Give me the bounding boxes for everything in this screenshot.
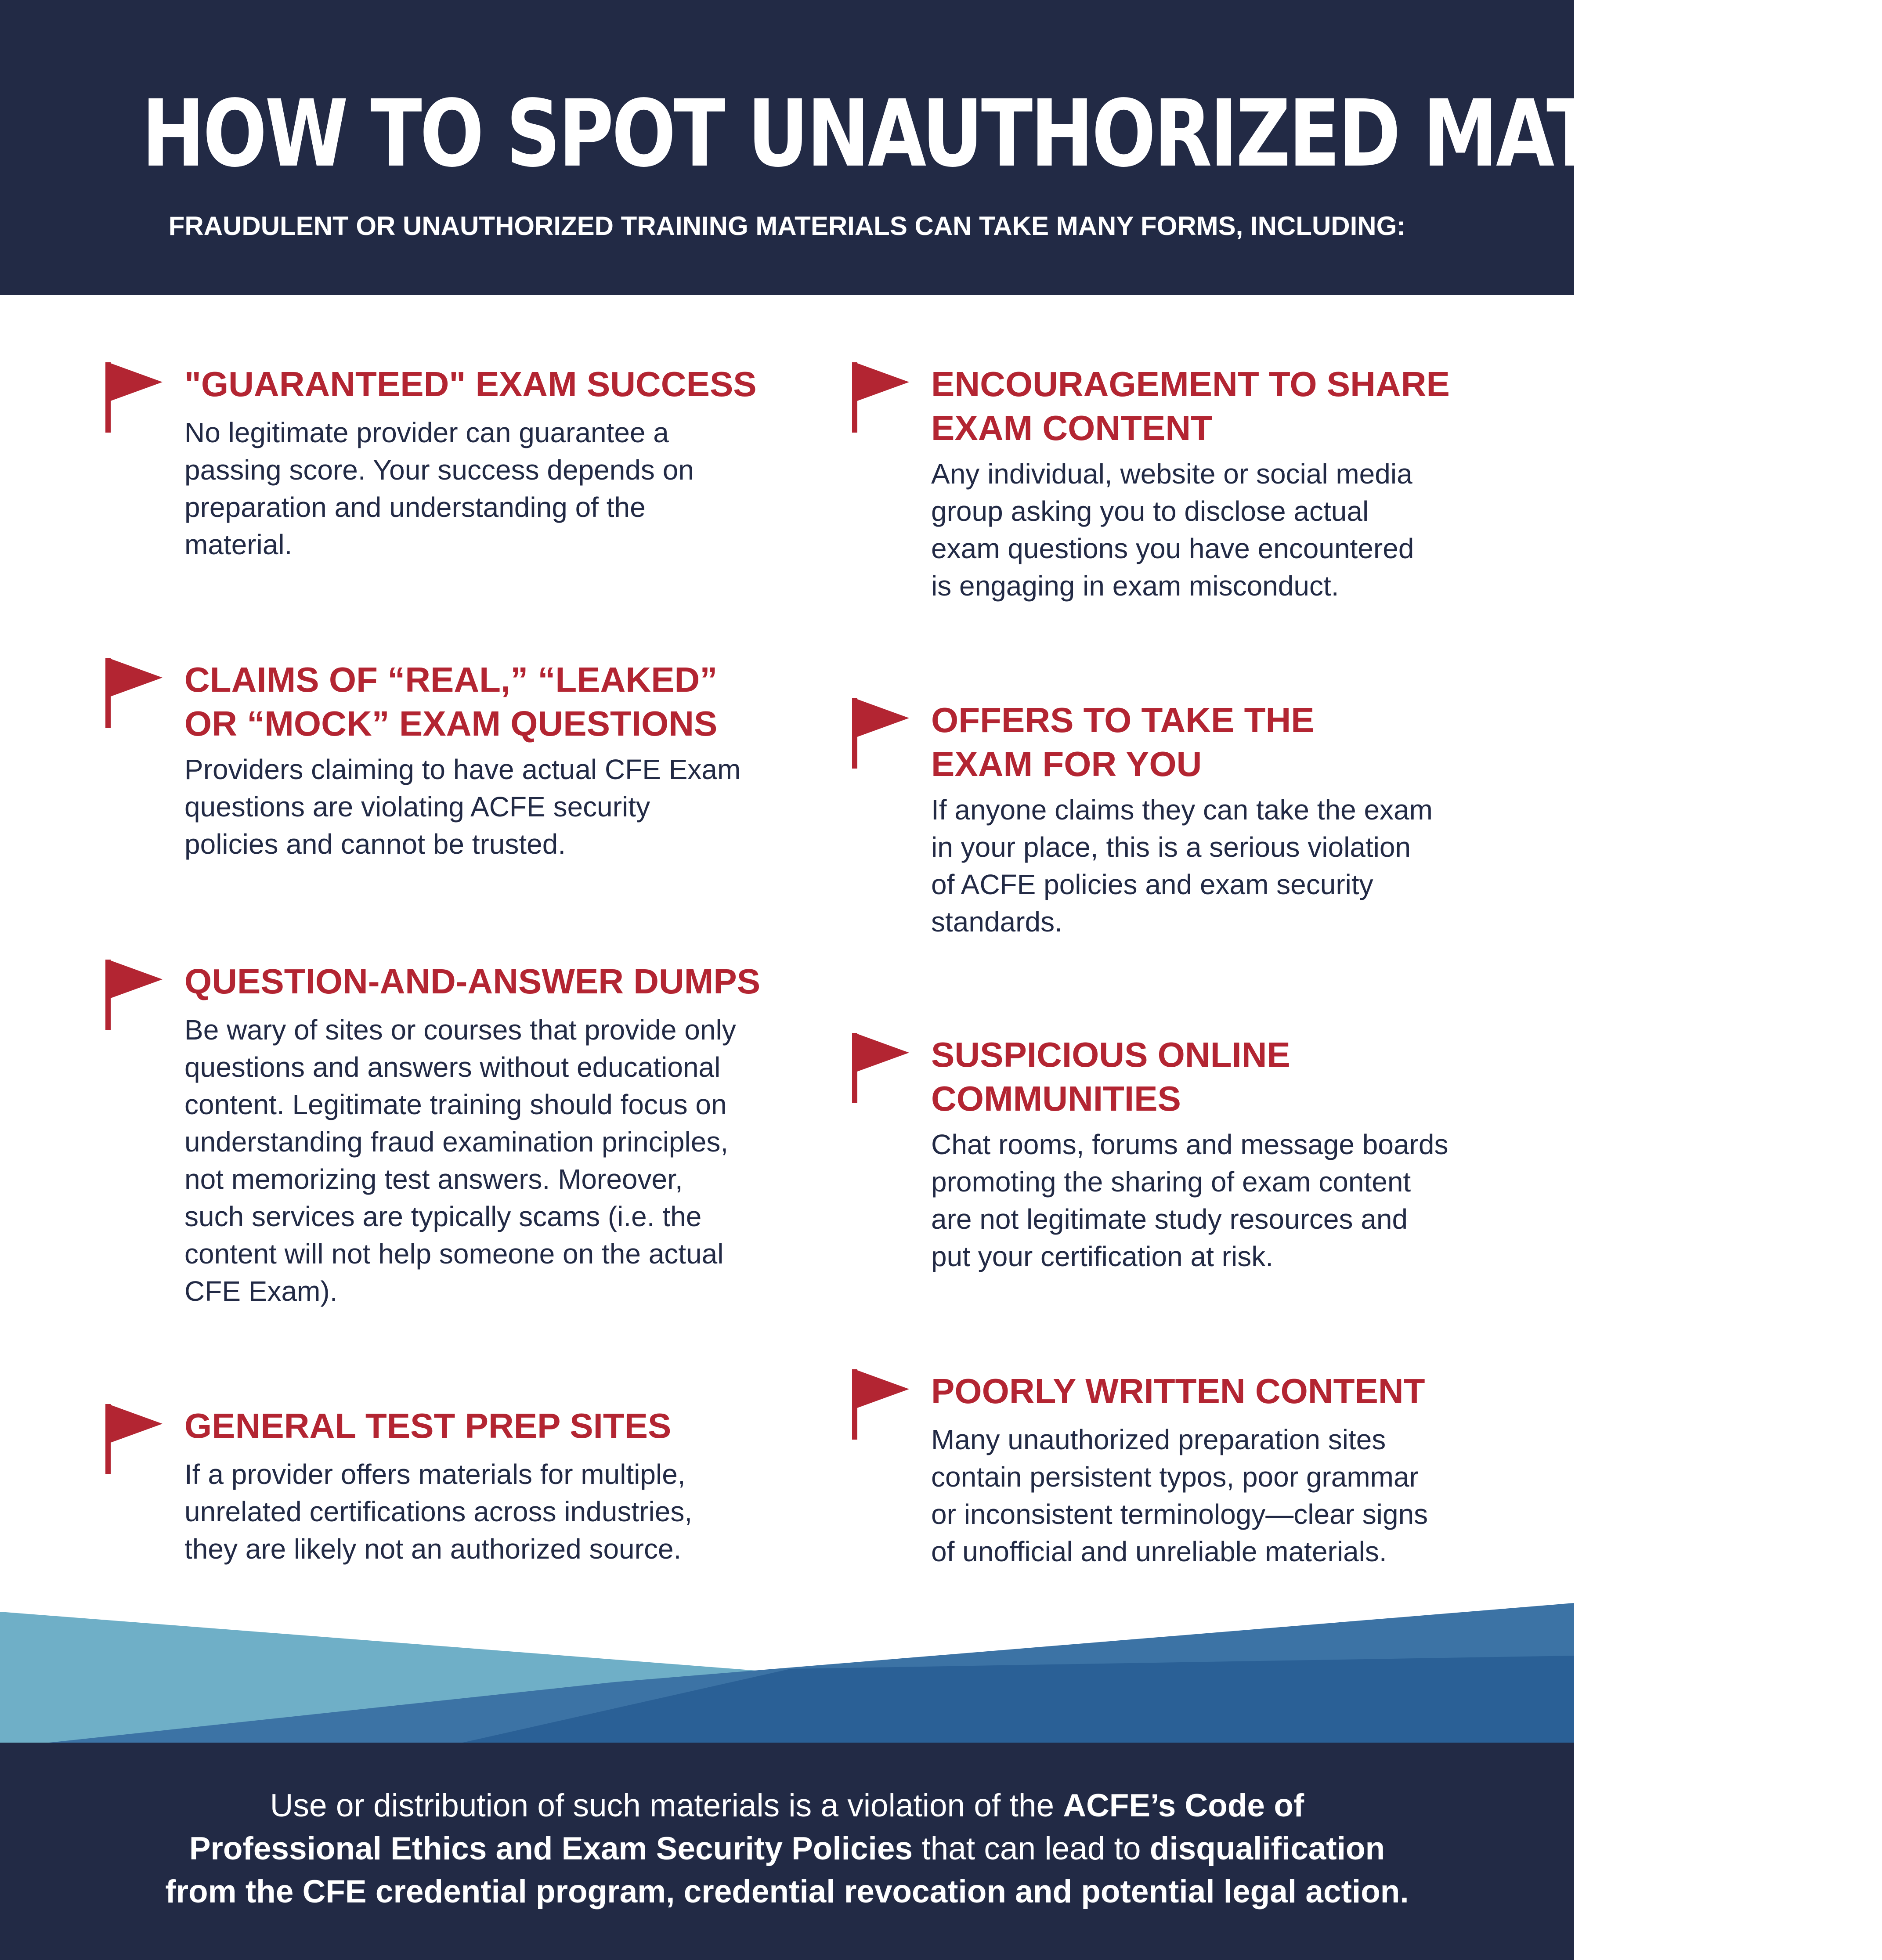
item-title: QUESTION-AND-ANSWER DUMPS bbox=[184, 962, 761, 1001]
item-description: Many unauthorized preparation sites contain persistent typos, poor grammar or inconsistent terminology—clear signs of unofficial and unreliable materials. bbox=[931, 1424, 1428, 1567]
item-description: If a provider offers materials for multiple, unrelated certifications across industries, they are likely not an authorized source. bbox=[184, 1458, 693, 1565]
item-title: SUSPICIOUS ONLINE COMMUNITIES bbox=[931, 1035, 1290, 1118]
header-banner bbox=[0, 0, 1882, 295]
item-description: Be wary of sites or courses that provide only questions and answers without educational content. Legitimate training should focus on understanding fraud examination principles, not memorizing test answers. Moreover, such services are typically scams (i.e. the content will not help someone on the actual CFE Exam). bbox=[184, 1014, 736, 1307]
red-flag-item-guaranteed-success bbox=[105, 362, 808, 573]
item-title: POORLY WRITTEN CONTENT bbox=[931, 1372, 1425, 1411]
red-flag-item-leaked-questions bbox=[105, 658, 808, 877]
item-description: Chat rooms, forums and message boards promoting the sharing of exam content are not legitimate study resources and put your certification at risk. bbox=[931, 1129, 1449, 1272]
red-flag-icon bbox=[105, 960, 167, 1030]
item-title: GENERAL TEST PREP SITES bbox=[184, 1406, 672, 1445]
red-flag-item-share-content bbox=[852, 362, 1555, 604]
red-flag-icon bbox=[852, 362, 914, 433]
item-description: No legitimate provider can guarantee a passing score. Your success depends on preparation and understanding of the material. bbox=[184, 417, 694, 560]
red-flag-icon bbox=[105, 658, 167, 728]
item-title: ENCOURAGEMENT TO SHARE EXAM CONTENT bbox=[931, 365, 1450, 448]
red-flag-item-poorly-written bbox=[852, 1369, 1555, 1580]
item-description: Providers claiming to have actual CFE Exam questions are violating ACFE security policies and cannot be trusted. bbox=[184, 754, 741, 860]
red-flag-item-online-communities bbox=[852, 1033, 1555, 1274]
footer-banner bbox=[0, 1743, 1574, 1960]
page-title: HOW TO SPOT UNAUTHORIZED MATERIALS bbox=[141, 80, 1882, 188]
page-subtitle: FRAUDULENT OR UNAUTHORIZED TRAINING MATERIALS CAN TAKE MANY FORMS, INCLUDING: bbox=[168, 211, 1406, 241]
red-flag-item-take-exam bbox=[852, 698, 1555, 940]
red-flag-icon bbox=[852, 1369, 914, 1440]
red-flag-icon bbox=[105, 362, 167, 433]
item-title: "GUARANTEED" EXAM SUCCESS bbox=[184, 365, 757, 404]
red-flag-icon bbox=[852, 698, 914, 769]
item-title: CLAIMS OF “REAL,” “LEAKED” OR “MOCK” EXAM QUESTIONS bbox=[184, 660, 718, 743]
item-description: If anyone claims they can take the exam in your place, this is a serious violation of ACFE policies and exam security standards. bbox=[931, 794, 1433, 938]
decorative-wave-band bbox=[0, 1603, 1574, 1748]
red-flag-item-qa-dumps bbox=[105, 960, 808, 1311]
red-flag-icon bbox=[852, 1033, 914, 1103]
red-flag-icon bbox=[105, 1404, 167, 1474]
item-description: Any individual, website or social media group asking you to disclose actual exam questions you have encountered is engaging in exam misconduct. bbox=[931, 458, 1414, 602]
red-flag-item-test-prep-sites bbox=[105, 1404, 808, 1580]
item-title: OFFERS TO TAKE THE EXAM FOR YOU bbox=[931, 700, 1315, 783]
footer-notice: Use or distribution of such materials is a violation of the ACFE’s Code of Professional Ethics and Exam Security Policies that can lead to disqualification from the CFE credential program, credential revocation and potential legal action. bbox=[165, 1788, 1409, 1909]
